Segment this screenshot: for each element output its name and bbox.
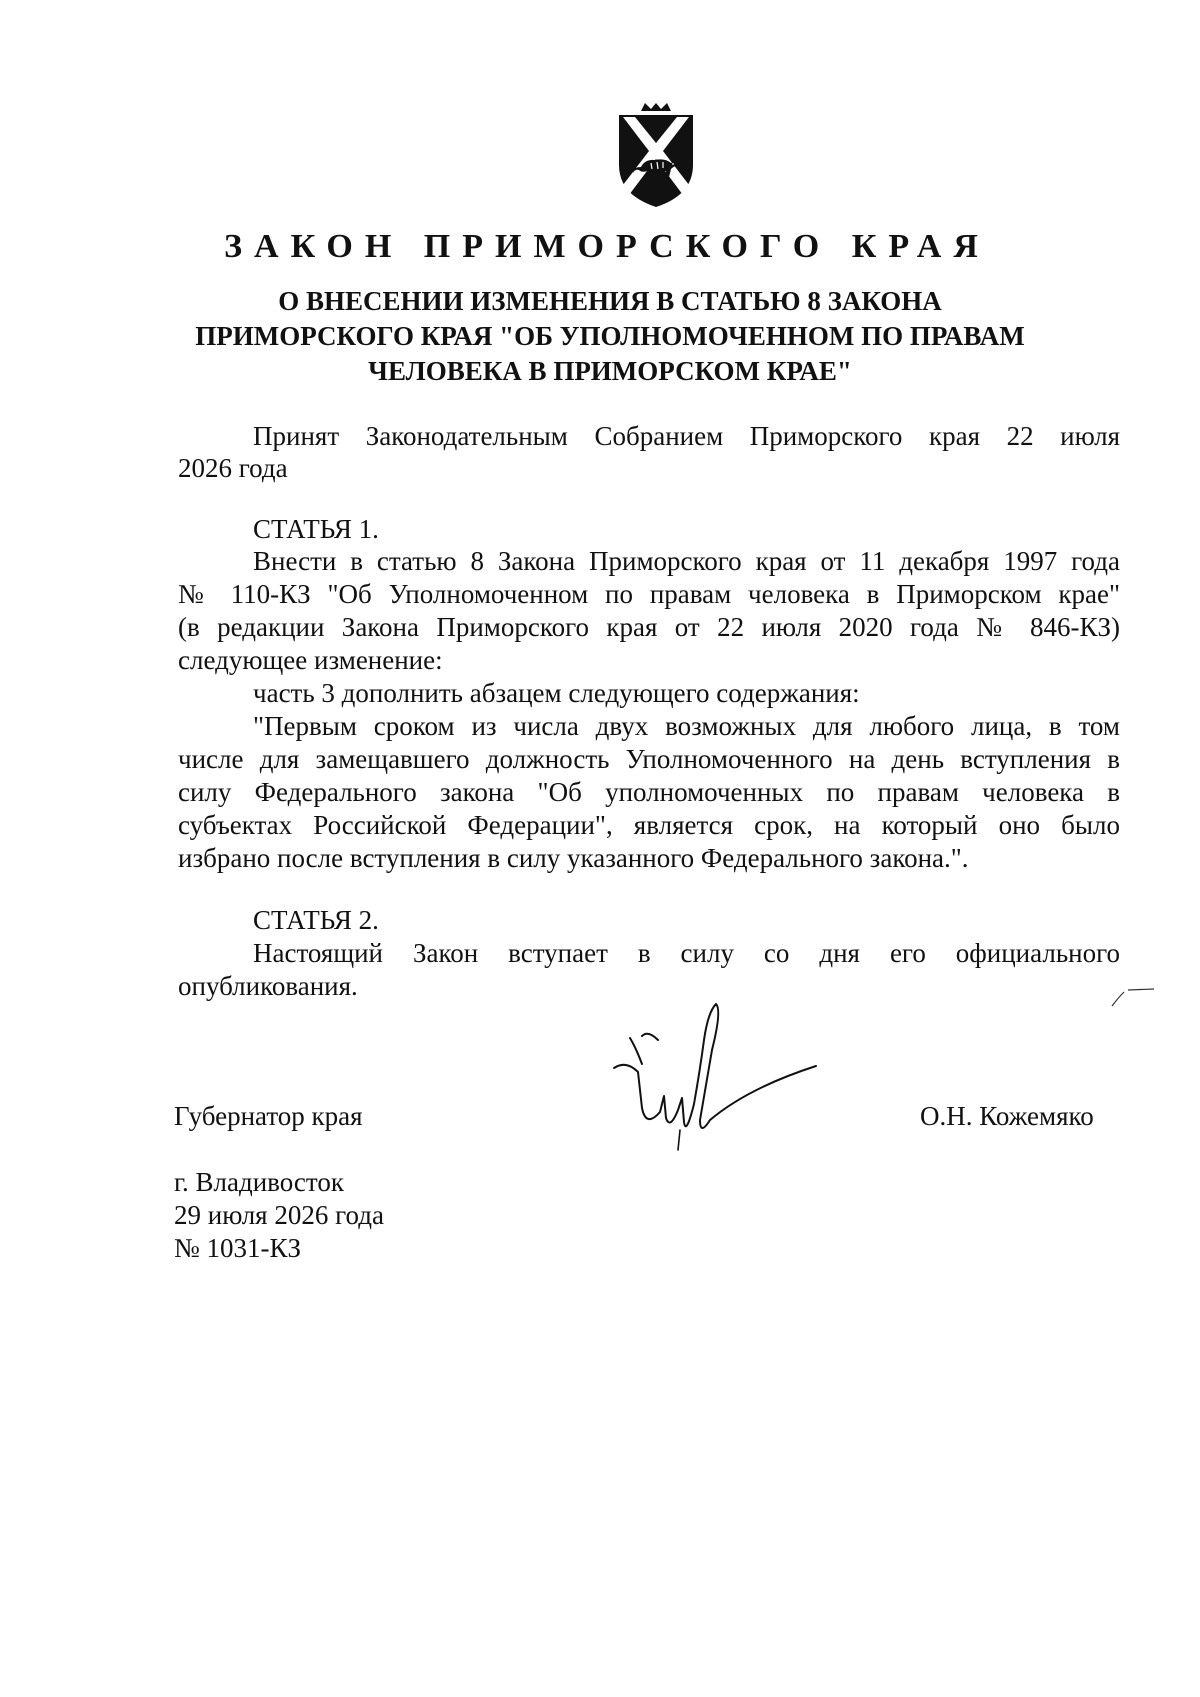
- quote-line-4: субъектах Российской Федерации", является срок, на который оно было: [178, 810, 1120, 840]
- article-1-line-3: (в редакции Закона Приморского края от 22 июля 2020 года № 846-КЗ): [178, 612, 1120, 642]
- article-1-line-4: следующее изменение:: [178, 645, 443, 675]
- article-1-heading: СТАТЬЯ 1.: [253, 514, 379, 544]
- quote-line-2: числе для замещавшего должность Уполномоченного на день вступления в: [178, 744, 1120, 774]
- law-title: [150, 284, 1070, 389]
- footer-date: 29 июля 2026 года: [174, 1200, 384, 1230]
- article-1-line-1: Внести в статью 8 Закона Приморского края от 11 декабря 1997 года: [253, 546, 1120, 576]
- footer-number: № 1031-КЗ: [174, 1233, 302, 1263]
- law-title-line-3: ЧЕЛОВЕКА В ПРИМОРСКОМ КРАЕ": [368, 356, 852, 386]
- law-title-line-1: О ВНЕСЕНИИ ИЗМЕНЕНИЯ В СТАТЬЮ 8 ЗАКОНА: [278, 286, 942, 316]
- adopted-line-2: 2026 года: [178, 453, 288, 483]
- footer-city: г. Владивосток: [174, 1167, 344, 1197]
- signer-name: О.Н. Кожемяко: [920, 1101, 1094, 1131]
- law-heading: ЗАКОН ПРИМОРСКОГО КРАЯ: [224, 228, 990, 265]
- coat-of-arms-emblem: [611, 103, 701, 208]
- article-1-part: часть 3 дополнить абзацем следующего содержания:: [253, 678, 860, 708]
- article-2-line-1: Настоящий Закон вступает в силу со дня его официального: [253, 938, 1120, 968]
- signer-position: Губернатор края: [174, 1101, 363, 1131]
- quote-line-5: избрано после вступления в силу указанного Федерального закона.".: [178, 843, 969, 873]
- article-1-line-2: № 110-КЗ "Об Уполномоченном по правам человека в Приморском крае": [178, 579, 1120, 609]
- article-2-heading: СТАТЬЯ 2.: [253, 905, 379, 935]
- article-2-line-2: опубликования.: [178, 971, 358, 1001]
- quote-line-1: "Первым сроком из числа двух возможных для любого лица, в том: [253, 711, 1120, 741]
- adopted-line-1: Принят Законодательным Собранием Приморского края 22 июля: [253, 421, 1120, 451]
- quote-line-3: силу Федерального закона "Об уполномоченных по правам человека в: [178, 777, 1120, 807]
- handwritten-signature: [608, 1000, 818, 1170]
- law-title-line-2: ПРИМОРСКОГО КРАЯ "ОБ УПОЛНОМОЧЕННОМ ПО ПРАВАМ: [195, 321, 1025, 351]
- scan-mark: [1108, 980, 1158, 1010]
